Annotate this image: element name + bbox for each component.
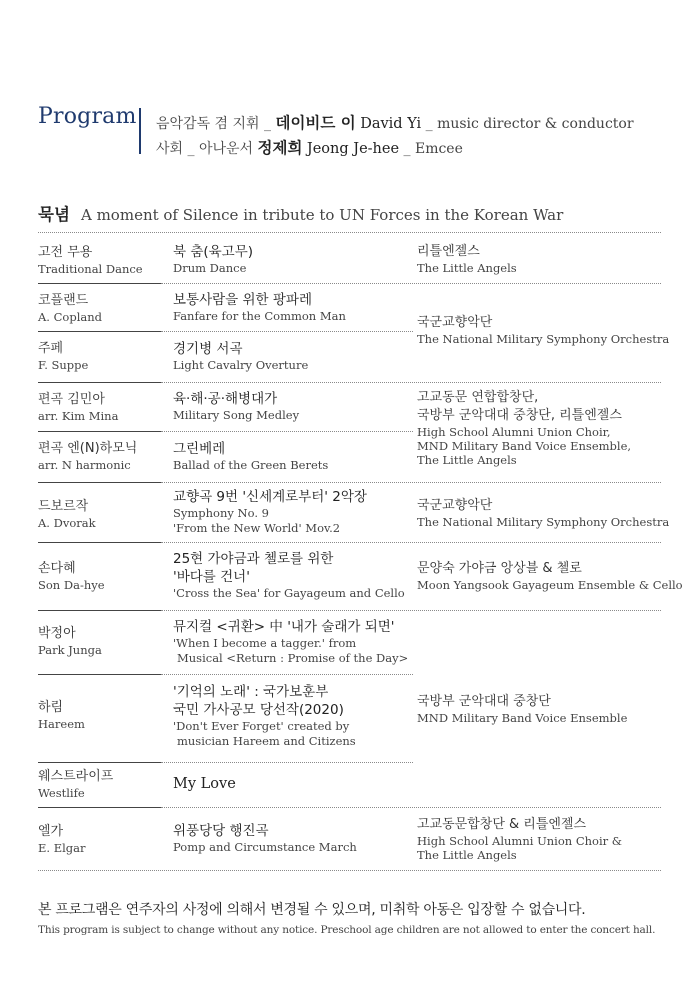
piece-title-ko: 25현 가야금과 첼로를 위한 xyxy=(173,551,334,567)
emcee-role-en: Emcee xyxy=(414,141,463,157)
program-table xyxy=(38,232,683,872)
performer-name-en: The National Military Symphony Orchestra xyxy=(417,515,670,529)
composer-cell xyxy=(38,498,166,531)
piece-title-en: 'Cross the Sea' for Gayageum and Cello xyxy=(173,586,405,600)
row-divider xyxy=(38,382,161,383)
performer-name-en: The Little Angels xyxy=(417,848,517,862)
composer-name-ko: 하림 xyxy=(38,700,64,715)
row-divider xyxy=(38,762,161,763)
piece-title-ko: 육·해·공·해병대가 xyxy=(173,391,278,407)
performer-cell-merged xyxy=(417,314,670,346)
performer-name-ko: 고교동문합창단 & 리틀엔젤스 xyxy=(417,817,587,832)
composer-name-ko: 고전 무용 xyxy=(38,245,93,260)
composer-name-en: Park Junga xyxy=(38,643,102,657)
composer-cell xyxy=(38,625,166,658)
director-credit xyxy=(156,111,634,133)
composer-name-en: A. Copland xyxy=(38,310,103,324)
row-divider-dotted xyxy=(161,382,661,383)
piece-title-en: Drum Dance xyxy=(173,261,247,275)
row-divider-dotted xyxy=(161,542,661,543)
piece-title-ko: '기억의 노래' : 국가보훈부 xyxy=(173,684,329,700)
piece-cell xyxy=(173,683,413,748)
performer-name-ko: 국군교향악단 xyxy=(417,498,493,513)
piece-title-ko: 뮤지컬 <귀환> 中 '내가 술래가 되면' xyxy=(173,619,395,635)
composer-name-ko: 주페 xyxy=(38,341,64,356)
composer-cell xyxy=(38,560,166,593)
composer-name-ko: 엘가 xyxy=(38,824,64,839)
composer-name-ko: 웨스트라이프 xyxy=(38,769,114,784)
composer-name-en: arr. Kim Mina xyxy=(38,409,119,423)
performer-name-ko: 고교동문 연합합창단, xyxy=(417,390,539,405)
performer-name-ko: 국군교향악단 xyxy=(417,315,493,330)
composer-name-en: Son Da-hye xyxy=(38,578,105,592)
row-divider-dotted xyxy=(161,807,661,808)
credit-separator: _ xyxy=(187,141,195,157)
program-notice xyxy=(38,899,668,936)
composer-cell xyxy=(38,823,166,856)
credit-separator: _ xyxy=(403,141,411,157)
performer-name-en: High School Alumni Union Choir, xyxy=(417,425,611,439)
piece-cell xyxy=(173,440,413,473)
composer-cell xyxy=(38,391,166,424)
performer-name-en: Moon Yangsook Gayageum Ensemble & Cello xyxy=(417,578,683,592)
credit-separator: _ xyxy=(425,116,433,132)
row-divider xyxy=(38,542,161,543)
piece-title-en: Symphony No. 9 xyxy=(173,506,269,520)
director-name-en: David Yi xyxy=(360,116,422,132)
composer-name-en: Westlife xyxy=(38,786,85,800)
director-role-en: music director & conductor xyxy=(437,116,634,132)
piece-cell xyxy=(173,488,413,535)
notice-en: This program is subject to change without any notice. Preschool age children are not allowed to enter the concert hall. xyxy=(38,924,656,936)
piece-title-ko: 북 춤(육고무) xyxy=(173,244,254,260)
piece-title-ko: 교향곡 9번 '신세계로부터' 2악장 xyxy=(173,489,367,505)
row-divider xyxy=(38,610,161,611)
performer-name-en: The Little Angels xyxy=(417,261,517,275)
emcee-name-ko: 정제희 xyxy=(257,139,303,157)
program-header xyxy=(0,0,700,200)
piece-title-ko: '바다를 건너' xyxy=(173,569,250,585)
performer-cell xyxy=(417,243,663,275)
row-divider-dotted xyxy=(161,762,413,763)
composer-name-ko: 편곡 엔(N)하모닉 xyxy=(38,441,138,456)
composer-cell xyxy=(38,768,166,801)
piece-title-en: Military Song Medley xyxy=(173,408,300,422)
piece-title-en: musician Hareem and Citizens xyxy=(177,733,356,748)
emcee-role-detail: 아나운서 xyxy=(198,141,254,157)
piece-title-en: Fanfare for the Common Man xyxy=(173,309,346,323)
moment-of-silence xyxy=(38,201,563,225)
performer-name-en: MND Military Band Voice Ensemble, xyxy=(417,439,632,453)
piece-cell xyxy=(173,291,413,324)
composer-name-en: A. Dvorak xyxy=(38,516,96,530)
piece-title-en: Pomp and Circumstance March xyxy=(173,840,357,854)
row-divider-dotted xyxy=(161,331,413,332)
composer-cell xyxy=(38,340,166,373)
row-divider-dotted xyxy=(161,674,413,675)
piece-title-ko: 위풍당당 행진곡 xyxy=(173,823,269,839)
piece-title-en: 'When I become a tagger.' from xyxy=(173,636,357,650)
composer-name-en: arr. N harmonic xyxy=(38,458,131,472)
performer-name-ko: 리틀엔젤스 xyxy=(417,244,480,259)
silence-label-en: A moment of Silence in tribute to UN Forces in the Korean War xyxy=(80,206,564,224)
piece-title-en: Musical <Return : Promise of the Day> xyxy=(177,650,409,665)
piece-cell xyxy=(173,243,413,276)
performer-name-en: MND Military Band Voice Ensemble xyxy=(417,711,628,725)
row-divider xyxy=(38,283,161,284)
row-divider-dotted xyxy=(161,482,661,483)
performer-cell xyxy=(417,816,663,862)
piece-cell xyxy=(173,775,413,793)
composer-name-ko: 박정아 xyxy=(38,626,76,641)
composer-cell xyxy=(38,244,166,277)
row-divider-dotted xyxy=(161,610,661,611)
piece-title-ko: 국민 가사공모 당선작(2020) xyxy=(173,702,344,718)
composer-cell xyxy=(38,440,166,473)
composer-name-en: Traditional Dance xyxy=(38,262,143,276)
piece-title-en: Light Cavalry Overture xyxy=(173,358,309,372)
composer-cell xyxy=(38,292,166,325)
performer-cell xyxy=(417,497,670,529)
piece-title-en: 'From the New World' Mov.2 xyxy=(173,520,341,535)
performer-name-ko: 국방부 군악대대 중창단, 리틀엔젤스 xyxy=(417,408,622,423)
piece-title-en: My Love xyxy=(173,776,236,792)
composer-name-ko: 드보르작 xyxy=(38,499,89,514)
piece-title-en: Ballad of the Green Berets xyxy=(173,458,329,472)
piece-title-ko: 보통사람을 위한 팡파레 xyxy=(173,292,312,308)
table-bottom-rule xyxy=(38,870,661,871)
piece-cell xyxy=(173,822,413,855)
silence-label-ko: 묵념 xyxy=(38,205,70,224)
piece-title-en: 'Don't Ever Forget' created by xyxy=(173,719,350,733)
piece-cell xyxy=(173,618,413,665)
emcee-credit xyxy=(156,136,463,158)
piece-title-ko: 그린베레 xyxy=(173,441,226,457)
composer-name-en: E. Elgar xyxy=(38,841,86,855)
row-divider xyxy=(38,482,161,483)
emcee-name-en: Jeong Je-hee xyxy=(306,141,400,157)
composer-name-en: Hareem xyxy=(38,717,85,731)
piece-cell xyxy=(173,390,413,423)
composer-name-en: F. Suppe xyxy=(38,358,89,372)
row-divider xyxy=(38,331,161,332)
piece-title-ko: 경기병 서곡 xyxy=(173,341,243,357)
composer-name-ko: 코플랜드 xyxy=(38,293,89,308)
notice-ko: 본 프로그램은 연주자의 사정에 의해서 변경될 수 있으며, 미취학 아동은 입장할 수 없습니다. xyxy=(38,902,586,918)
director-role: 음악감독 겸 지휘 xyxy=(156,116,260,132)
performer-cell-merged xyxy=(417,389,663,467)
performer-name-en: The Little Angels xyxy=(417,453,517,467)
piece-cell xyxy=(173,340,413,373)
program-title: Program xyxy=(38,104,137,129)
performer-cell-merged xyxy=(417,693,663,725)
row-divider-dotted xyxy=(161,283,661,284)
composer-name-ko: 손다혜 xyxy=(38,561,76,576)
director-name-ko: 데이비드 이 xyxy=(275,114,356,132)
credit-separator: _ xyxy=(264,116,272,132)
row-divider-dotted xyxy=(161,431,413,432)
performer-name-ko: 문양숙 가야금 앙상블 & 첼로 xyxy=(417,561,582,576)
composer-name-ko: 편곡 김민아 xyxy=(38,392,105,407)
row-divider xyxy=(38,807,161,808)
title-divider xyxy=(139,108,141,154)
row-divider xyxy=(38,431,161,432)
piece-cell xyxy=(173,550,413,601)
table-top-rule xyxy=(38,232,661,233)
performer-name-ko: 국방부 군악대대 중창단 xyxy=(417,694,551,709)
emcee-role: 사회 xyxy=(156,141,184,157)
performer-cell xyxy=(417,560,683,592)
performer-name-en: High School Alumni Union Choir & xyxy=(417,834,623,848)
performer-name-en: The National Military Symphony Orchestra xyxy=(417,332,670,346)
row-divider xyxy=(38,674,161,675)
composer-cell xyxy=(38,699,166,732)
